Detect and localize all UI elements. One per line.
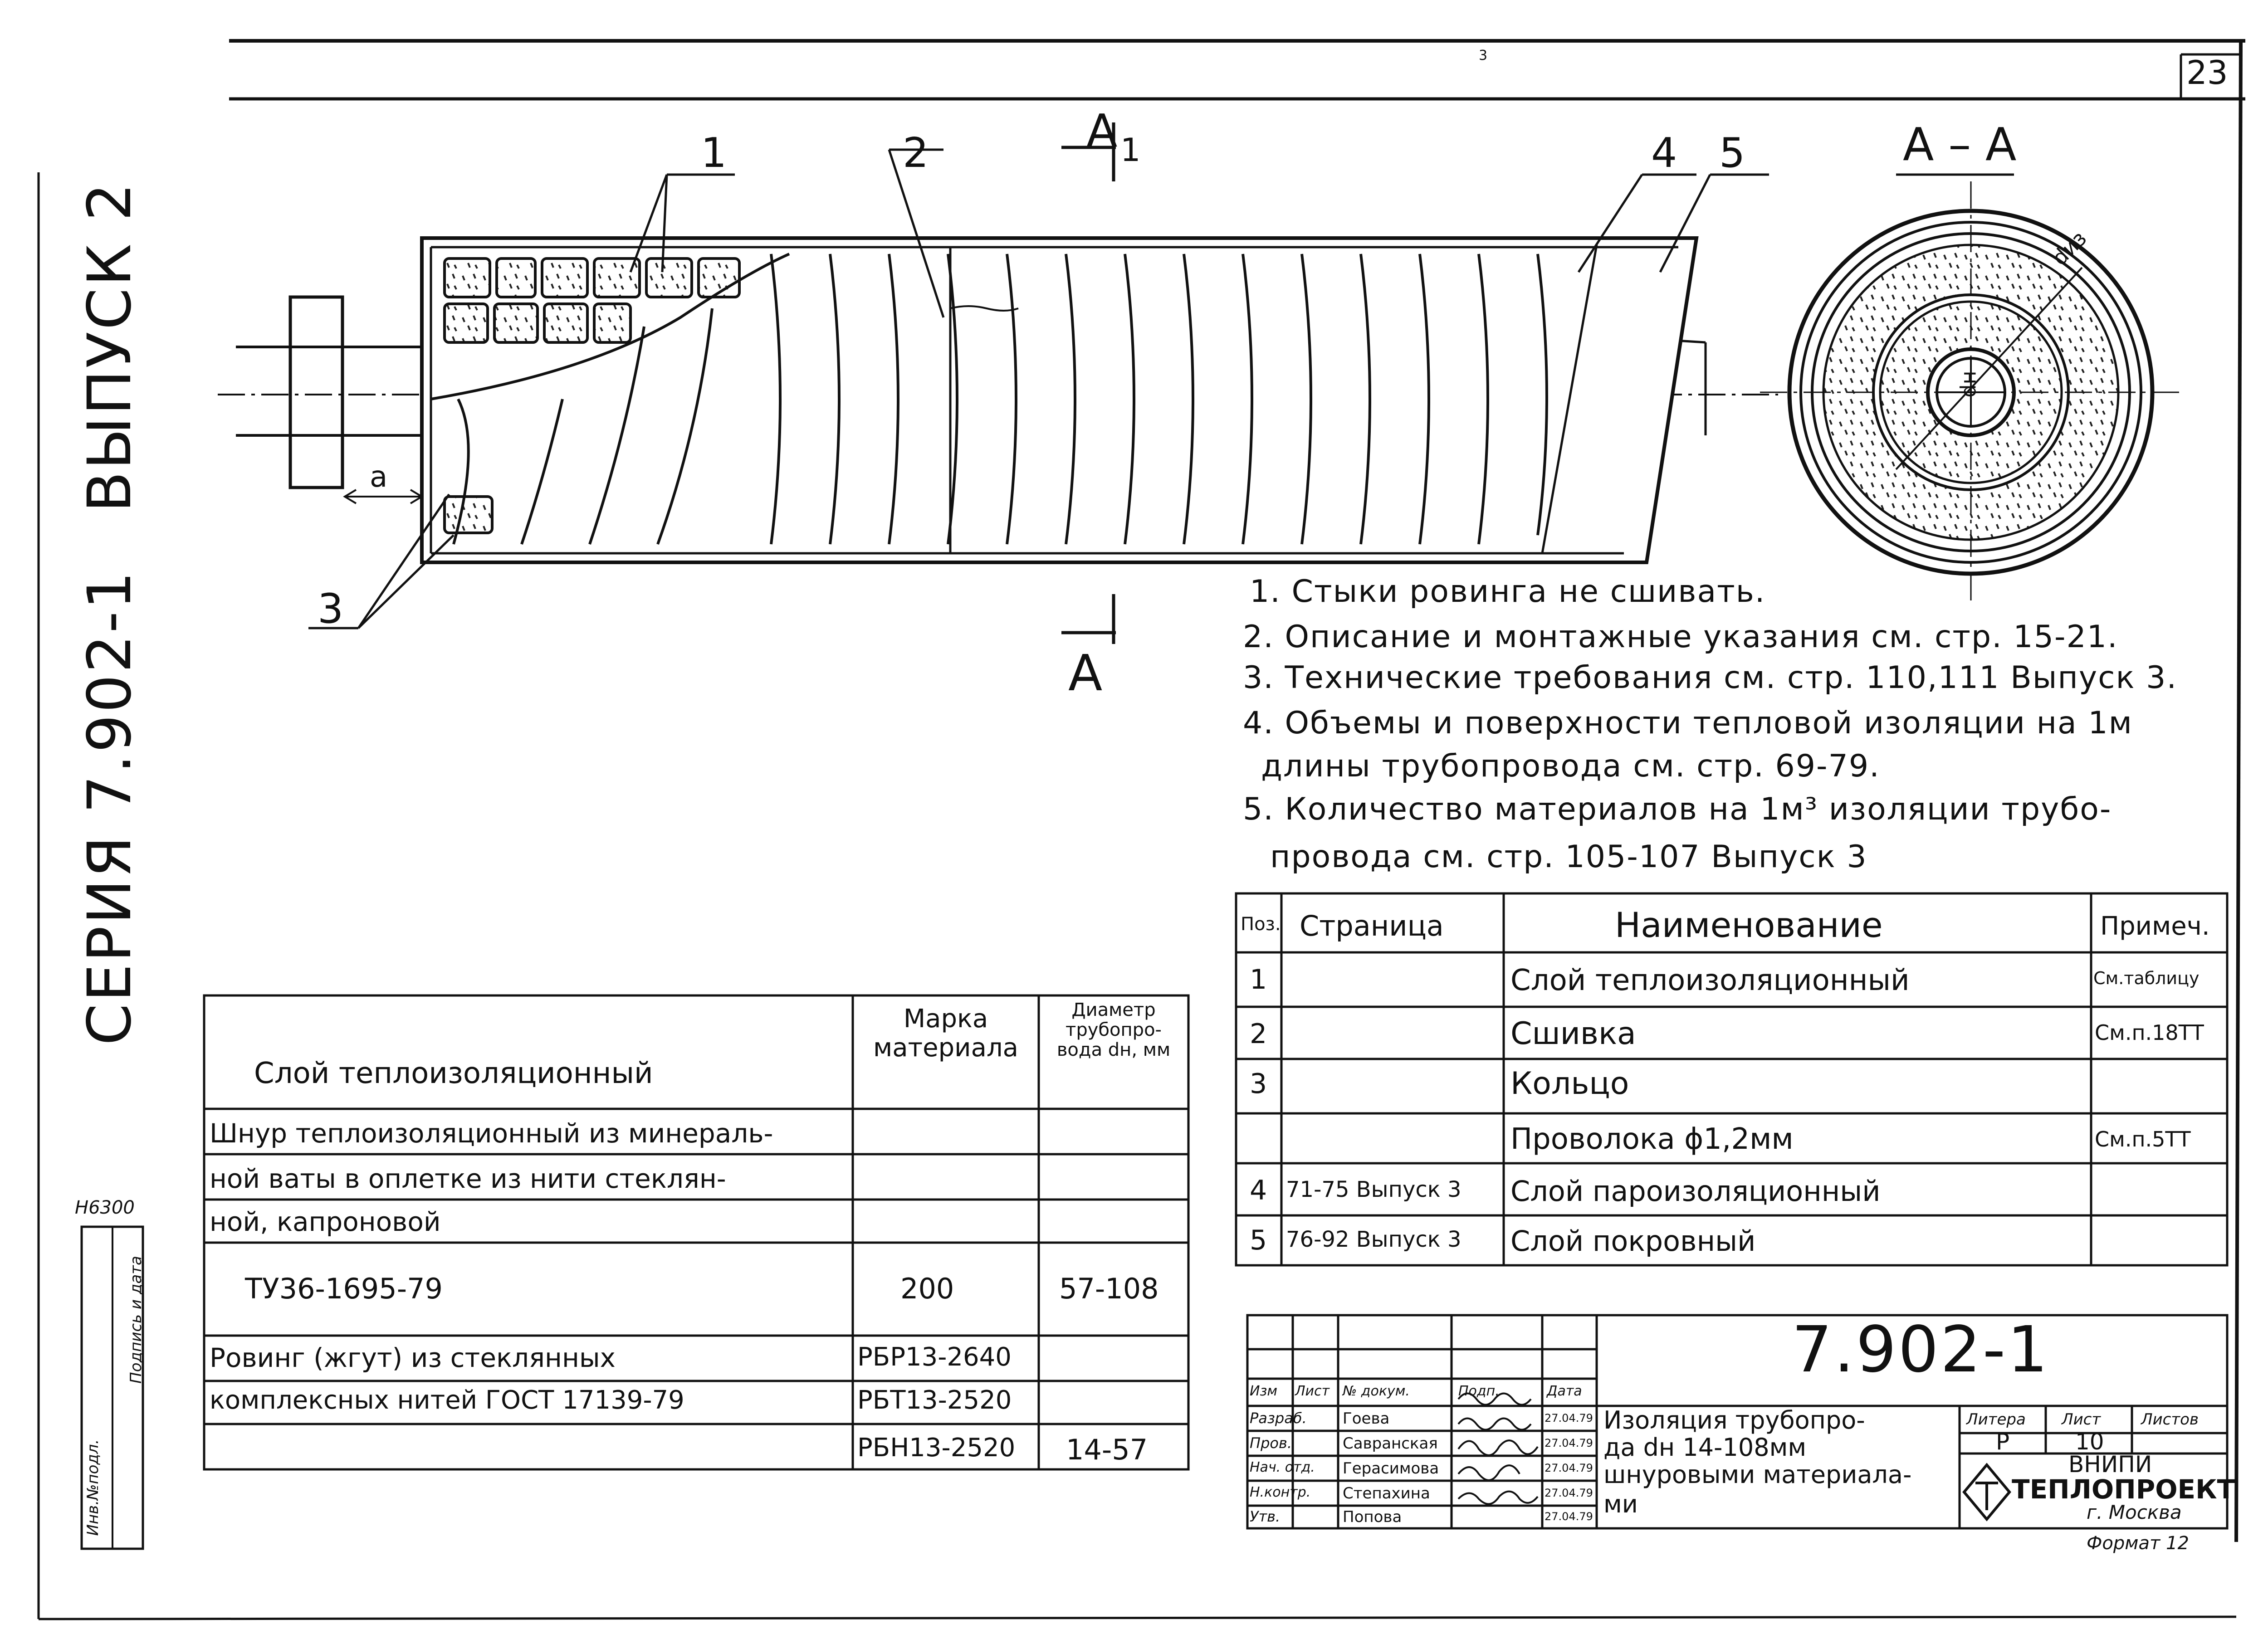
materials-row-diam: 57-108 (1059, 1272, 1159, 1305)
top-mark: 3 (1479, 48, 1488, 63)
list-label: Лист (2062, 1410, 2101, 1429)
dim-dn-label: dн (1956, 371, 1981, 398)
signer-role: Нач. отд. (1250, 1459, 1315, 1475)
spec-row-name: Слой теплоизоляционный (1510, 964, 1910, 997)
title-col-podp: Подп. (1458, 1383, 1500, 1399)
signer-role: Н.контр. (1250, 1484, 1311, 1500)
signer-date: 27.04.79 (1545, 1487, 1593, 1499)
signer-name: Попова (1343, 1508, 1402, 1526)
materials-row-name: Шнур теплоизоляционный из минераль- (210, 1118, 773, 1149)
materials-header-mark: Марка материала (873, 1004, 1018, 1063)
spec-row-note: См.п.18ТТ (2095, 1020, 2204, 1045)
materials-row-mark: РБТ13-2520 (857, 1385, 1012, 1415)
materials-row-name: комплексных нитей ГОСТ 17139-79 (210, 1385, 684, 1415)
litera-value: Р (1996, 1429, 2010, 1455)
dim-a-label: a (370, 460, 388, 494)
dim-diz-label: dиз (2047, 226, 2092, 270)
side-inventory-number: Н6300 (75, 1197, 135, 1218)
note-4: 4. Объемы и поверхности тепловой изоляции на 1м (1243, 705, 2133, 741)
section-mark-bottom: A (1068, 644, 1103, 702)
section-view-title: А – А (1903, 118, 2017, 171)
note-3: 3. Технические требования см. стр. 110,111 Выпуск 3. (1243, 660, 2178, 696)
materials-row-mark: РБР13-2640 (857, 1342, 1012, 1372)
signer-name: Герасимова (1343, 1459, 1439, 1478)
listov-label: Листов (2141, 1410, 2199, 1429)
callout-3: 3 (318, 585, 344, 633)
litera-label: Литера (1966, 1410, 2026, 1429)
signer-date: 27.04.79 (1545, 1437, 1593, 1449)
note-5: 5. Количество материалов на 1м³ изоляции трубо- (1243, 791, 2112, 827)
org-line3: г. Москва (2087, 1501, 2182, 1523)
materials-row-name: ТУ36-1695-79 (245, 1272, 443, 1305)
spec-row-page: 71-75 Выпуск 3 (1286, 1177, 1461, 1202)
title-col-ndoc: № докум. (1343, 1383, 1410, 1399)
spec-row-pos: 3 (1250, 1068, 1267, 1100)
spec-row-name: Проволока ϕ1,2мм (1510, 1122, 1794, 1156)
side-inv-label: Инв.№подл. (84, 1439, 102, 1536)
signer-date: 27.04.79 (1545, 1412, 1593, 1424)
materials-row-mark: РБН13-2520 (857, 1433, 1016, 1463)
title-line: шнуровыми материала- (1603, 1460, 1912, 1489)
callout-1: 1 (701, 129, 727, 177)
signer-name: Савранская (1343, 1434, 1438, 1453)
side-sign-label: Подпись и дата (127, 1256, 145, 1384)
title-col-izm: Изм (1250, 1383, 1278, 1399)
materials-row-mark: 200 (900, 1272, 954, 1305)
signer-role: Разраб. (1250, 1410, 1307, 1427)
materials-row-name: Ровинг (жгут) из стеклянных (210, 1342, 616, 1373)
spec-row-note: См.таблицу (2093, 968, 2200, 988)
signer-date: 27.04.79 (1545, 1462, 1593, 1474)
spec-row-name: Сшивка (1510, 1016, 1636, 1052)
callout-4: 4 (1651, 129, 1677, 177)
section-mark-top-num: 1 (1120, 132, 1141, 169)
signer-role: Утв. (1250, 1508, 1281, 1525)
title-col-data: Дата (1547, 1383, 1582, 1399)
materials-header-name: Слой теплоизоляционный (254, 1057, 653, 1090)
spec-row-pos: 5 (1250, 1224, 1267, 1256)
signer-role: Пров. (1250, 1434, 1292, 1452)
title-line: ми (1603, 1490, 1638, 1518)
org-line2: ТЕПЛОПРОЕКТ (2012, 1474, 2235, 1505)
spec-header-name: Наименование (1615, 905, 1883, 945)
handwritten-signatures (1458, 1394, 1538, 1504)
signer-date: 27.04.79 (1545, 1510, 1593, 1523)
teploproekt-logo-icon (1964, 1465, 2009, 1519)
side-series-title: СЕРИЯ 7.902-1 (75, 569, 145, 1045)
materials-row-diam: 14-57 (1066, 1433, 1148, 1466)
spec-row-name: Кольцо (1510, 1066, 1629, 1102)
org-line1: ВНИПИ (2068, 1451, 2152, 1478)
spec-row-pos: 2 (1250, 1018, 1267, 1050)
sheet-number: 23 (2186, 54, 2228, 92)
materials-header-diam: Диаметр трубопро-вода dн, мм (1056, 1000, 1171, 1060)
section-mark-top: A (1086, 104, 1118, 157)
callout-2: 2 (903, 129, 929, 177)
note-1: 1. Стыки ровинга не сшивать. (1250, 574, 1766, 610)
materials-row-name: ной, капроновой (210, 1206, 441, 1237)
spec-table-grid (1236, 893, 2227, 1265)
note-2: 2. Описание и монтажные указания см. стр. 15-21. (1243, 619, 2118, 655)
note-5-cont: провода см. стр. 105-107 Выпуск 3 (1270, 839, 1867, 875)
title-col-list: Лист (1295, 1383, 1330, 1399)
pipe-insulation-drawing (218, 238, 1778, 562)
signer-name: Степахина (1343, 1484, 1430, 1502)
spec-row-name: Слой пароизоляционный (1510, 1175, 1881, 1208)
spec-header-page: Страница (1300, 909, 1444, 942)
format-label: Формат 12 (2087, 1533, 2189, 1554)
spec-row-page: 76-92 Выпуск 3 (1286, 1227, 1461, 1252)
title-line: Изоляция трубопро- (1603, 1406, 1865, 1434)
spec-row-pos: 1 (1250, 964, 1267, 995)
signer-name: Гоева (1343, 1410, 1390, 1428)
spec-row-note: См.п.5ТТ (2095, 1127, 2191, 1151)
spec-row-pos: 4 (1250, 1175, 1267, 1206)
spec-row-name: Слой покровный (1510, 1224, 1756, 1258)
note-4-cont: длины трубопровода см. стр. 69-79. (1261, 748, 1880, 784)
title-line: да dн 14-108мм (1603, 1433, 1807, 1462)
document-number: 7.902-1 (1792, 1313, 2050, 1387)
list-value: 10 (2075, 1429, 2104, 1455)
spec-header-note: Примеч. (2100, 912, 2210, 941)
spec-header-pos: Поз. (1241, 914, 1281, 935)
materials-row-name: ной ваты в оплетке из нити стеклян- (210, 1163, 726, 1194)
side-issue-title: ВЫПУСК 2 (75, 181, 145, 512)
callout-5: 5 (1719, 129, 1745, 177)
